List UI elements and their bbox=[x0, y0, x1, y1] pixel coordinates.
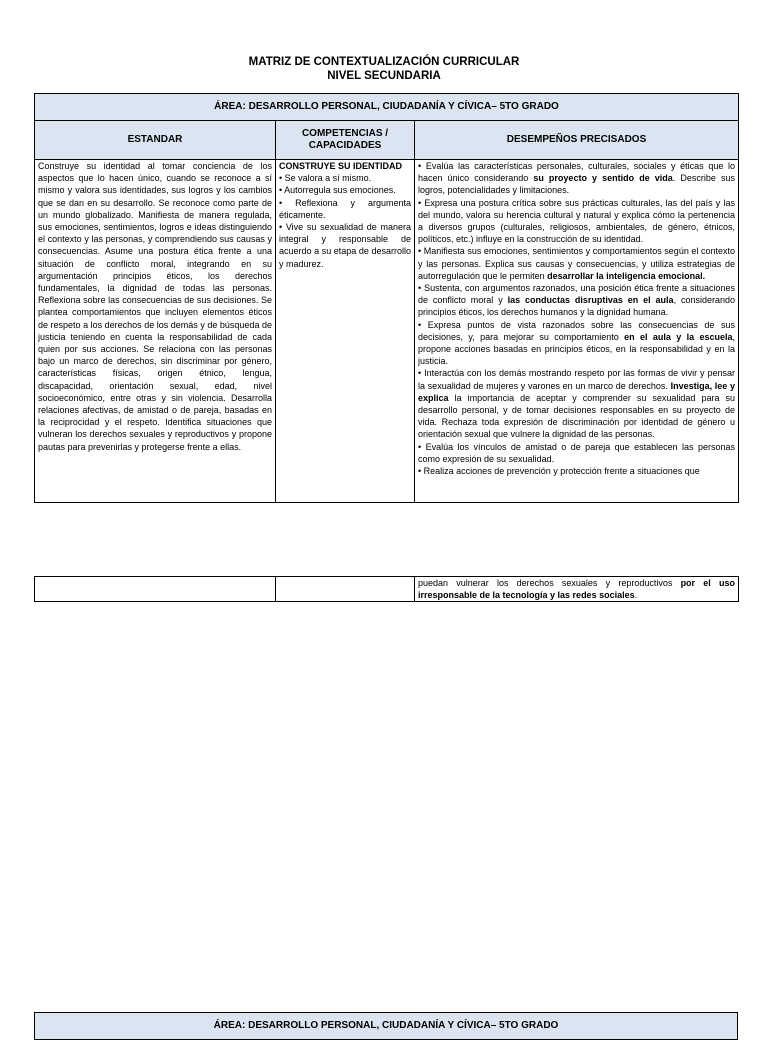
estandar-text: Construye su identidad al tomar conciencia de los aspectos que lo hacen único, cuando se reconoce a sí mismo y valora sus identidades, sus logros y los cambios que se dan en su desarrollo. Se reconoce como parte de un mundo globalizado. Manifiesta de manera regulada, sus emociones, sentimientos, logros e ideas distinguiendo el contexto y las personas, y comprendiendo sus causas y consecuencias. Asume una postura ética frente a una situación de conflicto moral, integrando en su argumentación principios éticos, los derechos fundamentales, la dignidad de todas las personas. Reflexiona sobre las consecuencias de sus decisiones. Se plantea comportamientos que incluyen elementos éticos de respeto a los derechos de los demás y de búsqueda de justicia teniendo en cuenta la responsabilidad de cada quien por sus acciones. Se relaciona con las personas bajo un marco de derechos, sin discriminar por género, características físicas, origen étnico, lengua, discapacidad, orientación sexual, edad, nivel socioeconómico, entre otras y sin violencia. Desarrolla relaciones afectivas, de amistad o de pareja, basadas en la reciprocidad y el respeto. Identifica situaciones que vulneran los derechos sexuales y reproductivos y propone pautas para prevenirlas y protegerse frente a ellas. bbox=[38, 161, 272, 452]
column-header-desempenos: DESEMPEÑOS PRECISADOS bbox=[415, 121, 739, 160]
column-header-estandar: ESTANDAR bbox=[35, 121, 276, 160]
column-header-competencias: COMPETENCIAS / CAPACIDADES bbox=[276, 121, 415, 160]
desempeno-item: • Evalúa los vínculos de amistad o de pareja que establecen las personas como expresión de su sexualidad. bbox=[418, 441, 736, 464]
curricular-matrix-table bbox=[34, 93, 739, 503]
document-title: MATRIZ DE CONTEXTUALIZACIÓN CURRICULAR bbox=[248, 56, 520, 68]
empty-competencias-cell bbox=[276, 577, 415, 602]
desempenos-cell bbox=[415, 160, 739, 503]
estandar-cell bbox=[35, 160, 276, 503]
capacidad-item: • Vive su sexualidad de manera integral y responsable de acuerdo a su etapa de desarrollo y madurez. bbox=[279, 222, 411, 269]
area-header: ÁREA: DESARROLLO PERSONAL, CIUDADANÍA Y CÍVICA– 5TO GRADO bbox=[35, 94, 739, 121]
desempeno-item: • Evalúa las características personales, culturales, sociales y éticas que lo hacen único considerando su proyecto y sentido de vida. Describe sus logros, potencialidades y limitaciones. bbox=[418, 161, 736, 196]
continuation-table bbox=[34, 576, 739, 602]
desempeno-item: • Manifiesta sus emociones, sentimientos y comportamientos según el contexto y las personas. Explica sus causas y consecuencias, y utiliza estrategias de autorregulación que le permiten desarrollar la inteligencia emocional. bbox=[418, 246, 736, 281]
empty-estandar-cell bbox=[35, 577, 276, 602]
document-subtitle: NIVEL SECUNDARIA bbox=[327, 70, 441, 82]
next-page-table bbox=[34, 1012, 738, 1040]
competencia-title: CONSTRUYE SU IDENTIDAD bbox=[279, 161, 403, 171]
desempeno-item: • Expresa una postura crítica sobre sus prácticas culturales, las del país y las del mundo, valora su herencia cultural y natural y explica cómo la pertenencia a diversos grupos (culturales, religiosos, ambientales, de género, étnicos, políticos, etc.) influye en la construcción de su identidad. bbox=[418, 197, 736, 245]
continuation-desempeno: puedan vulnerar los derechos sexuales y reproductivos por el uso irresponsable de la tecnología y las redes sociales. bbox=[415, 577, 739, 602]
capacidad-item: • Autorregula sus emociones. bbox=[279, 185, 396, 196]
next-page-area-header: ÁREA: DESARROLLO PERSONAL, CIUDADANÍA Y CÍVICA– 5TO GRADO bbox=[35, 1013, 738, 1040]
desempeno-item: • Interactúa con los demás mostrando respeto por las formas de vivir y pensar la sexualidad de mujeres y varones en un marco de derechos. Investiga, lee y explica la importancia de aceptar y comprender su sexualidad para su desarrollo personal, y de tomar decisiones responsables en su proyecto de vida. Rechaza toda expresión de discriminación por identidad de género u orientación sexual que vulnere la dignidad de las personas. bbox=[418, 368, 736, 440]
desempeno-item: • Expresa puntos de vista razonados sobre las consecuencias de sus decisiones, y, para mejorar su comportamiento en el aula y la escuela, propone acciones basadas en principios éticos, en la responsabilidad y en la justicia. bbox=[418, 319, 736, 367]
desempeno-item: • Realiza acciones de prevención y protección frente a situaciones que bbox=[418, 466, 700, 477]
capacidad-item: • Se valora a sí mismo. bbox=[279, 173, 372, 184]
capacidad-item: • Reflexiona y argumenta éticamente. bbox=[279, 197, 411, 220]
competencias-cell bbox=[276, 160, 415, 503]
desempeno-item: • Sustenta, con argumentos razonados, una posición ética frente a situaciones de conflicto moral y las conductas disruptivas en el aula, considerando principios éticos, los derechos humanos y la dignidad humana. bbox=[418, 283, 736, 318]
desempenos-list bbox=[418, 160, 735, 502]
